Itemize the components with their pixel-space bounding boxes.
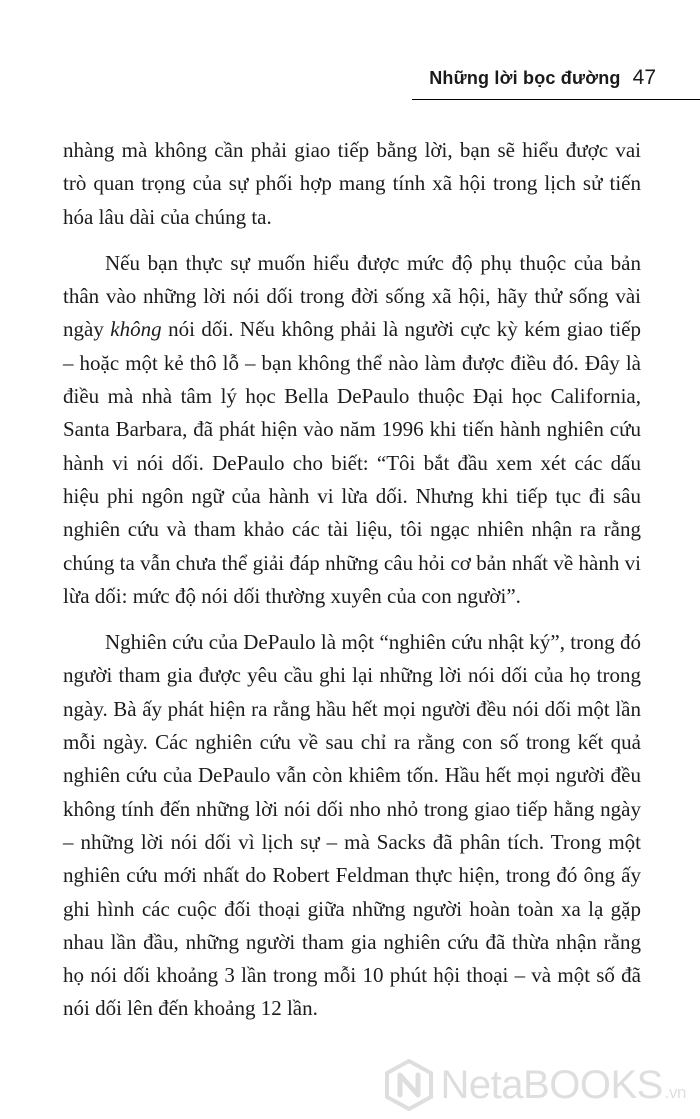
emphasis-text: không: [110, 317, 162, 342]
watermark-brand: NetaBOOKS: [440, 1062, 663, 1107]
page-number: 47: [632, 66, 656, 89]
neta-n-logo-icon: [383, 1059, 435, 1111]
publisher-watermark: [383, 1059, 686, 1111]
header-rule: [412, 99, 700, 100]
watermark-suffix: .vn: [664, 1082, 686, 1102]
running-title: Những lời bọc đường: [429, 68, 621, 88]
body-text: [63, 134, 641, 1026]
paragraph-text: nhàng mà không cần phải giao tiếp bằng lời, bạn sẽ hiểu được vai trò quan trọng của sự phối hợp mang tính xã hội trong lịch sử tiến hóa lâu dài của chúng ta.: [63, 138, 641, 229]
running-header: [429, 66, 656, 90]
paragraph-1: [63, 134, 641, 234]
paragraph-text: Nghiên cứu của DePaulo là một “nghiên cứu nhật ký”, trong đó người tham gia được yêu cầu ghi lại những lời nói dối của họ trong ngày. Bà ấy phát hiện ra rằng hầu hết mọi người đều nói dối một lần mỗi ngày. Các nghiên cứu về sau chỉ ra rằng con số trong kết quả nghiên cứu của DePaulo vẫn còn khiêm tốn. Hầu hết mọi người đều không tính đến những lời nói dối nho nhỏ trong giao tiếp hằng ngày – những lời nói dối vì lịch sự – mà Sacks đã phân tích. Trong một nghiên cứu mới nhất do Robert Feldman thực hiện, trong đó ông ấy ghi hình các cuộc đối thoại giữa những người hoàn toàn xa lạ gặp nhau lần đầu, những người tham gia nghiên cứu đã thừa nhận rằng họ nói dối khoảng 3 lần trong mỗi 10 phút hội thoại – và một số đã nói dối lên đến khoảng 12 lần.: [63, 630, 641, 1021]
paragraph-2: [63, 247, 641, 613]
paragraph-text: Nếu bạn thực sự muốn hiểu được mức độ phụ thuộc của bản thân vào những lời nói dối trong đời sống xã hội, hãy thử sống vài ngày: [63, 250, 641, 342]
paragraph-text: nói dối. Nếu không phải là người cực kỳ kém giao tiếp – hoặc một kẻ thô lỗ – bạn không thể nào làm được điều đó. Đây là điều mà nhà tâm lý học Bella DePaulo thuộc Đại học California, Santa Barbara, đã phát hiện vào năm 1996 khi tiến hành nghiên cứu hành vi nói dối. DePaulo cho biết: “Tôi bắt đầu xem xét các dấu hiệu phi ngôn ngữ của hành vi lừa dối. Nhưng khi tiếp tục đi sâu nghiên cứu và tham khảo các tài liệu, tôi ngạc nhiên nhận ra rằng chúng ta vẫn chưa thể giải đáp những câu hỏi cơ bản nhất về hành vi lừa dối: mức độ nói dối thường xuyên của con người”.: [63, 317, 641, 608]
watermark-text: [441, 1063, 686, 1108]
paragraph-3: [63, 626, 641, 1026]
